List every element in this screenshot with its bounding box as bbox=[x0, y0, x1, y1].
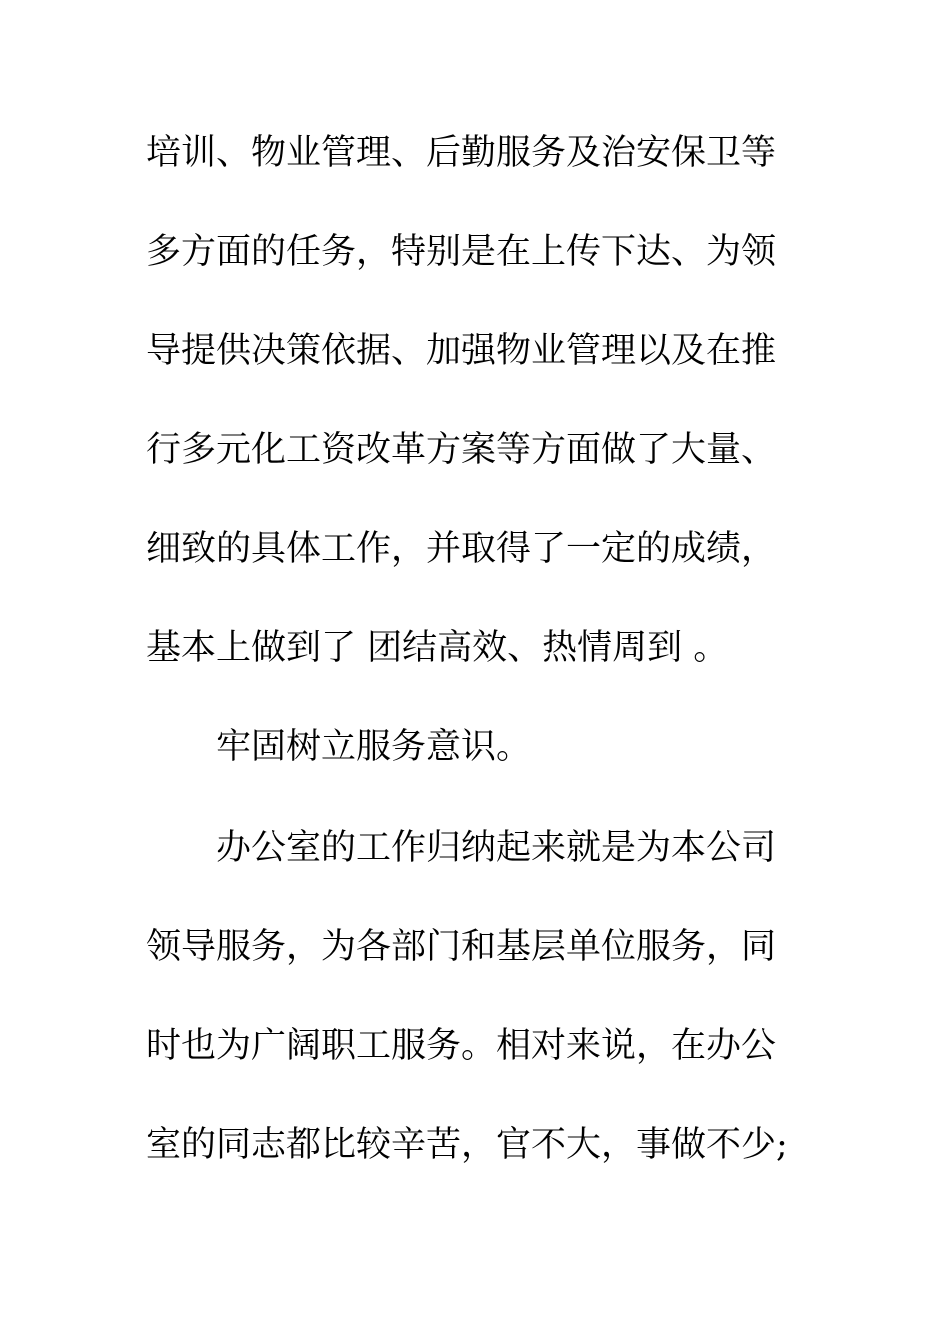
text-line: 多方面的任务，特别是在上传下达、为领 bbox=[146, 232, 777, 272]
text-line: 时也为广阔职工服务。相对来说，在办公 bbox=[146, 1026, 777, 1066]
text-line: 导提供决策依据、加强物业管理以及在推 bbox=[146, 331, 777, 371]
text-line: 基本上做到了 团结高效、热情周到 。 bbox=[146, 628, 729, 668]
text-line: 领导服务，为各部门和基层单位服务，同 bbox=[146, 927, 777, 967]
text-line: 细致的具体工作，并取得了一定的成绩， bbox=[146, 529, 777, 569]
text-line: 行多元化工资改革方案等方面做了大量、 bbox=[146, 430, 777, 470]
paragraph-first-line: 办公室的工作归纳起来就是为本公司 bbox=[216, 828, 777, 868]
text-line: 培训、物业管理、后勤服务及治安保卫等 bbox=[146, 133, 777, 173]
text-line: 室的同志都比较辛苦，官不大，事做不少; bbox=[146, 1125, 788, 1165]
section-heading: 牢固树立服务意识。 bbox=[216, 727, 532, 767]
